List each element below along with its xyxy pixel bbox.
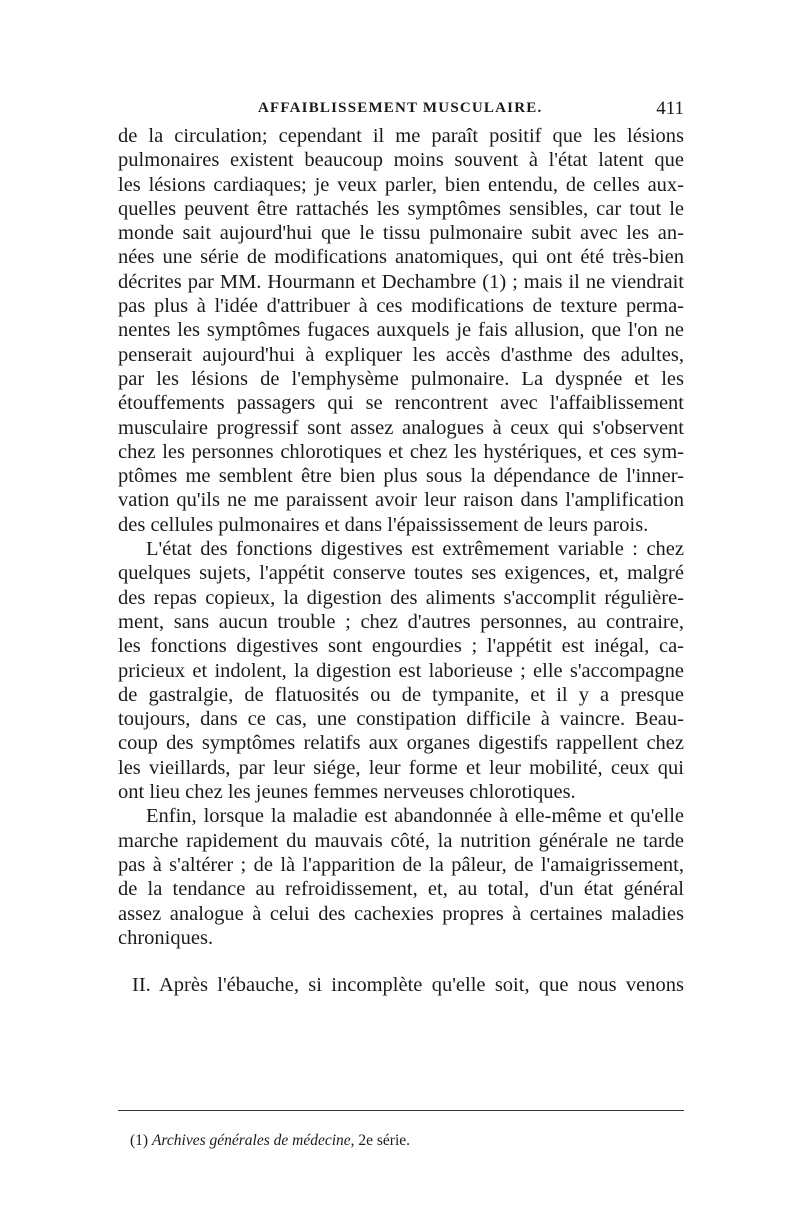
paragraph-circulation (118, 124, 684, 537)
text-line: décrites par MM. Hourmann et Dechambre (1) ; mais il ne viendrait (118, 270, 684, 293)
text-line: étouffements passagers qui se rencontrent avec l'affaiblissement (118, 392, 684, 415)
text-line: pas plus à l'idée d'attribuer à ces modifications de texture perma- (118, 295, 684, 318)
text-line: les fonctions digestives sont engourdies ; l'appétit est inégal, ca- (118, 635, 684, 658)
text-line: des repas copieux, la digestion des aliments s'accomplit régulière- (118, 586, 684, 609)
text-line: assez analogue à celui des cachexies propres à certaines maladies (118, 902, 684, 925)
text-line: chroniques. (118, 926, 214, 949)
text-line: de gastralgie, de flatuosités ou de tympanite, et il y a presque (118, 683, 684, 706)
text-line: pulmonaires existent beaucoup moins souvent à l'état latent que (118, 149, 684, 172)
text-line: par les lésions de l'emphysème pulmonaire. La dyspnée et les (118, 367, 684, 390)
footnote (130, 1132, 410, 1150)
running-title: AFFAIBLISSEMENT MUSCULAIRE. (258, 100, 543, 116)
section-ii-opening: II. Après l'ébauche, si incomplète qu'elle soit, que nous venons (132, 974, 684, 997)
text-line: de la circulation; cependant il me paraît positif que les lésions (118, 125, 684, 147)
paragraph-digestive-functions (118, 537, 684, 804)
text-line: toujours, dans ce cas, une constipation difficile à vaincre. Beau- (118, 708, 684, 731)
text-line: Enfin, lorsque la maladie est abandonnée à elle-même et qu'elle (146, 805, 684, 828)
text-line: pas à s'altérer ; de là l'apparition de la pâleur, de l'amaigrissement, (118, 853, 684, 876)
text-line: chez les personnes chlorotiques et chez les hystériques, et ces sym- (118, 440, 684, 463)
body-text (118, 124, 684, 998)
footnote-series: 2e série. (358, 1132, 411, 1149)
text-line: ment, sans aucun trouble ; chez d'autres personnes, au contraire, (118, 610, 684, 633)
paragraph-disease-progression (118, 804, 684, 950)
section-gap (118, 950, 684, 972)
text-line: les lésions cardiaques; je veux parler, bien entendu, de celles aux- (118, 173, 684, 196)
text-line: marche rapidement du mauvais côté, la nutrition générale ne tarde (118, 829, 684, 852)
text-line: les vieillards, par leur siége, leur forme et leur mobilité, ceux qui (118, 756, 684, 779)
text-line: quelques sujets, l'appétit conserve toutes ses exigences, et, malgré (118, 562, 684, 585)
running-head (118, 100, 684, 122)
footnote-rule (118, 1110, 684, 1111)
text-line: musculaire progressif sont assez analogues à ceux qui s'observent (118, 416, 684, 439)
page-number: 411 (656, 98, 684, 119)
text-line: coup des symptômes relatifs aux organes digestifs rappellent chez (118, 732, 684, 755)
text-line: ptômes me semblent être bien plus sous la dépendance de l'inner- (118, 465, 684, 488)
text-line: pricieux et indolent, la digestion est laborieuse ; elle s'accompagne (118, 659, 684, 682)
footnote-journal: Archives générales de médecine, (151, 1132, 355, 1149)
text-line: des cellules pulmonaires et dans l'épaississement de leurs parois. (118, 513, 649, 536)
text-line: de la tendance au refroidissement, et, au total, d'un état général (118, 878, 684, 901)
footnote-marker: (1) (130, 1132, 149, 1149)
text-line: quelles peuvent être rattachés les symptômes sensibles, car tout le (118, 197, 684, 220)
text-line: L'état des fonctions digestives est extrêmement variable : chez (146, 538, 684, 561)
text-line: ont lieu chez les jeunes femmes nerveuses chlorotiques. (118, 781, 576, 804)
text-line: vation qu'ils ne me paraissent avoir leur raison dans l'amplification (118, 489, 684, 512)
text-line: penserait aujourd'hui à expliquer les accès d'asthme des adultes, (118, 343, 684, 366)
text-line: monde sait aujourd'hui que le tissu pulmonaire subit avec les an- (118, 222, 684, 245)
text-line: nentes les symptômes fugaces auxquels je fais allusion, que l'on ne (118, 319, 684, 342)
text-line: nées une série de modifications anatomiques, qui ont été très-bien (118, 246, 684, 269)
